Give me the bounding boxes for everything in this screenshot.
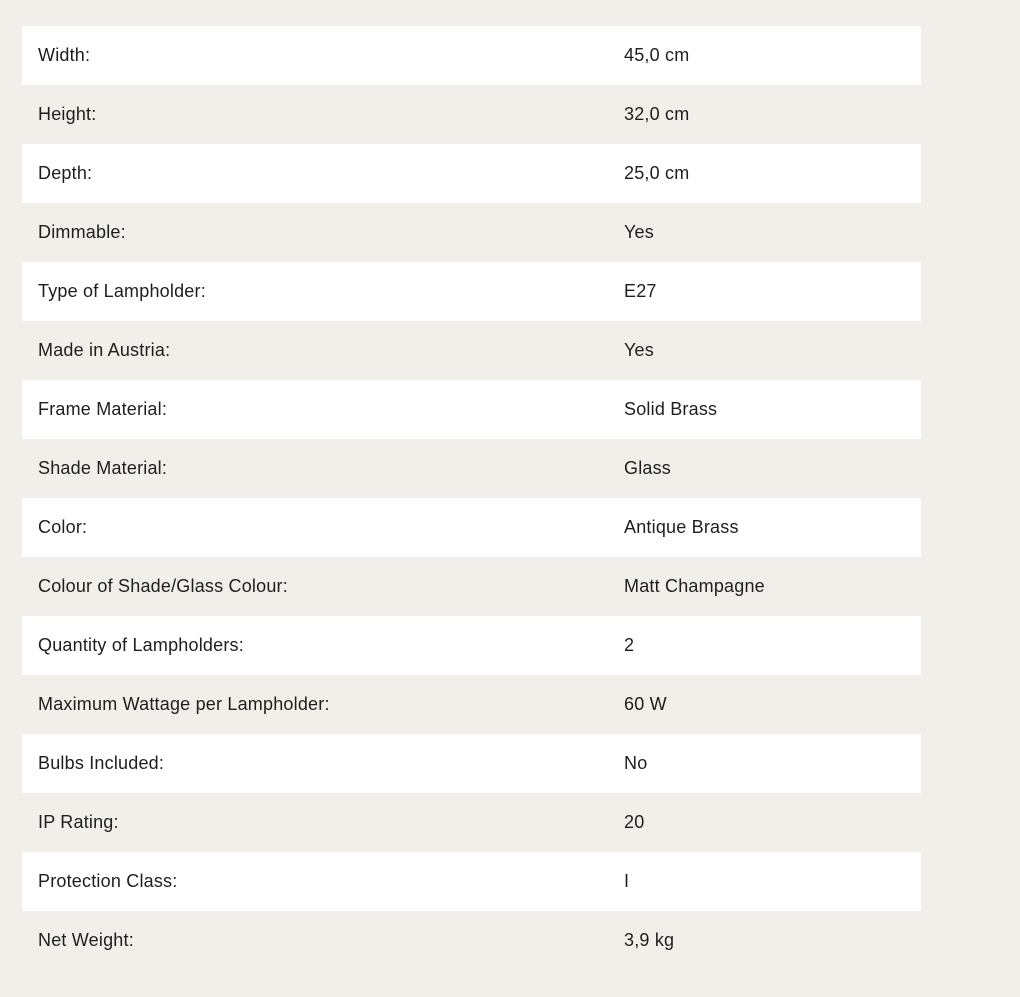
spec-value: E27 bbox=[624, 281, 657, 301]
spec-value: Glass bbox=[624, 458, 672, 478]
spec-label: Height: bbox=[38, 104, 97, 124]
spec-value: No bbox=[624, 753, 648, 773]
spec-value: Yes bbox=[624, 222, 654, 242]
spec-label: Dimmable: bbox=[38, 222, 126, 242]
spec-label: Made in Austria: bbox=[38, 340, 171, 360]
spec-label: Depth: bbox=[38, 163, 93, 183]
spec-row-protection-class bbox=[22, 852, 921, 911]
spec-label: Frame Material: bbox=[38, 399, 168, 419]
spec-row-color bbox=[22, 498, 921, 557]
spec-row-net-weight bbox=[22, 911, 921, 970]
spec-label: Width: bbox=[38, 45, 91, 65]
spec-value: 20 bbox=[624, 812, 645, 832]
spec-value: Antique Brass bbox=[624, 517, 739, 537]
spec-row-width bbox=[22, 26, 921, 85]
spec-row-frame-material bbox=[22, 380, 921, 439]
spec-value: Solid Brass bbox=[624, 399, 718, 419]
spec-label: Color: bbox=[38, 517, 88, 537]
specifications-table bbox=[22, 26, 921, 970]
spec-value: 45,0 cm bbox=[624, 45, 690, 65]
spec-value: 2 bbox=[624, 635, 635, 655]
spec-value: 32,0 cm bbox=[624, 104, 690, 124]
spec-label: Quantity of Lampholders: bbox=[38, 635, 244, 655]
spec-value: 3,9 kg bbox=[624, 930, 675, 950]
spec-row-dimmable bbox=[22, 203, 921, 262]
spec-value: 60 W bbox=[624, 694, 667, 714]
spec-label: Net Weight: bbox=[38, 930, 134, 950]
spec-row-ip-rating bbox=[22, 793, 921, 852]
spec-label: Protection Class: bbox=[38, 871, 178, 891]
spec-label: Maximum Wattage per Lampholder: bbox=[38, 694, 330, 714]
spec-row-shade-material bbox=[22, 439, 921, 498]
spec-value: Matt Champagne bbox=[624, 576, 765, 596]
spec-row-lampholder-type bbox=[22, 262, 921, 321]
spec-value: I bbox=[624, 871, 630, 891]
spec-row-depth bbox=[22, 144, 921, 203]
spec-row-lampholder-quantity bbox=[22, 616, 921, 675]
spec-row-shade-colour bbox=[22, 557, 921, 616]
spec-row-bulbs-included bbox=[22, 734, 921, 793]
spec-label: Colour of Shade/Glass Colour: bbox=[38, 576, 288, 596]
spec-row-max-wattage bbox=[22, 675, 921, 734]
spec-label: Type of Lampholder: bbox=[38, 281, 206, 301]
spec-label: IP Rating: bbox=[38, 812, 119, 832]
spec-value: Yes bbox=[624, 340, 654, 360]
spec-value: 25,0 cm bbox=[624, 163, 690, 183]
spec-row-made-in-austria bbox=[22, 321, 921, 380]
spec-label: Shade Material: bbox=[38, 458, 168, 478]
spec-label: Bulbs Included: bbox=[38, 753, 165, 773]
spec-row-height bbox=[22, 85, 921, 144]
